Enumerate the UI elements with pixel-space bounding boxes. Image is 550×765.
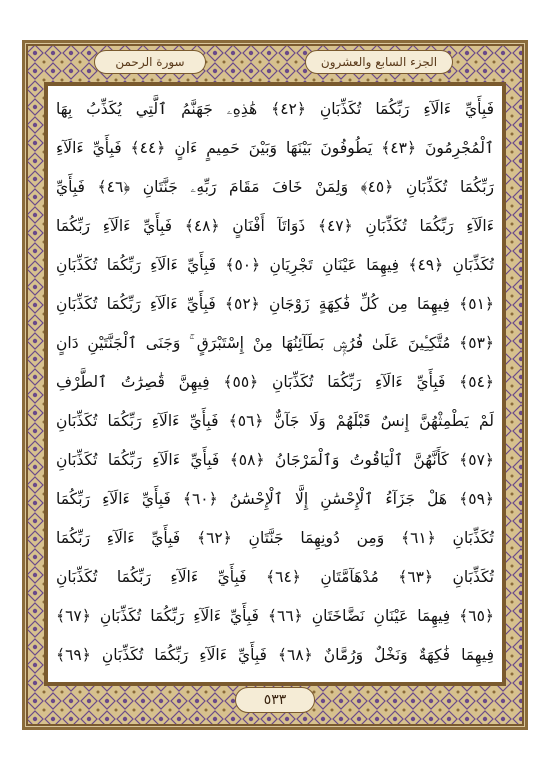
text-line: ءَالَآءِ رَبِّكُمَا تُكَذِّبَانِ ﴿٤٧﴾ ذَوَاتَآ أَفْنَانٍ ﴿٤٨﴾ فَبِأَيِّ ءَالَآءِ رَبِّكُمَا — [56, 217, 494, 235]
text-line: ٱلْمُجْرِمُونَ ﴿٤٣﴾ يَطُوفُونَ بَيْنَهَا وَبَيْنَ حَمِيمٍ ءَانٍ ﴿٤٤﴾ فَبِأَيِّ ءَالَآءِ — [56, 139, 494, 157]
verse-text-area — [56, 90, 494, 680]
text-line: تُكَذِّبَانِ ﴿٦١﴾ وَمِن دُونِهِمَا جَنَّتَانِ ﴿٦٢﴾ فَبِأَيِّ ءَالَآءِ رَبِّكُمَا — [56, 529, 494, 547]
page-number: ٥٣٣ — [263, 692, 287, 708]
text-line: ﴿٥٤﴾ فَبِأَيِّ ءَالَآءِ رَبِّكُمَا تُكَذِّبَانِ ﴿٥٥﴾ فِيهِنَّ قَٰصِرَٰتُ ٱلطَّرْفِ — [56, 373, 494, 391]
surah-label: سورة الرحمن — [115, 55, 185, 69]
juz-label: الجزء السابع والعشرون — [320, 55, 438, 69]
text-line: ﴿٥٣﴾ مُتَّكِـِٔينَ عَلَىٰ فُرُشٍۭ بَطَآئِنُهَا مِنْ إِسْتَبْرَقٍ ۚ وَجَنَى ٱلْجَنَّتَيْنِ دَانٍ — [56, 334, 494, 352]
text-line: رَبِّكُمَا تُكَذِّبَانِ ﴿٤٥﴾ وَلِمَنْ خَافَ مَقَامَ رَبِّهِۦ جَنَّتَانِ ﴿٤٦﴾ فَبِأَيِّ — [56, 178, 494, 196]
surah-cartouche — [94, 50, 206, 74]
page-number-cartouche — [235, 687, 315, 713]
text-line: فِيهِمَا فَٰكِهَةٌ وَنَخْلٌ وَرُمَّانٌ ﴿٦٨﴾ فَبِأَيِّ ءَالَآءِ رَبِّكُمَا تُكَذِّبَانِ ﴿٦٩﴾ — [56, 646, 494, 664]
text-line: ﴿٥٩﴾ هَلْ جَزَآءُ ٱلْإِحْسَٰنِ إِلَّا ٱلْإِحْسَٰنُ ﴿٦٠﴾ فَبِأَيِّ ءَالَآءِ رَبِّكُمَا — [56, 490, 494, 508]
text-line: ﴿٥٧﴾ كَأَنَّهُنَّ ٱلْيَاقُوتُ وَٱلْمَرْجَانُ ﴿٥٨﴾ فَبِأَيِّ ءَالَآءِ رَبِّكُمَا تُكَذِّبَانِ — [56, 451, 494, 469]
text-line: لَمْ يَطْمِثْهُنَّ إِنسٌ قَبْلَهُمْ وَلَا جَآنٌّ ﴿٥٦﴾ فَبِأَيِّ ءَالَآءِ رَبِّكُمَا تُكَذِّبَانِ — [56, 412, 494, 430]
juz-cartouche — [305, 50, 453, 74]
text-line: فَبِأَيِّ ءَالَآءِ رَبِّكُمَا تُكَذِّبَانِ ﴿٤٢﴾ هَٰذِهِۦ جَهَنَّمُ ٱلَّتِي يُكَذِّبُ بِهَا — [56, 100, 494, 118]
text-line: تُكَذِّبَانِ ﴿٤٩﴾ فِيهِمَا عَيْنَانِ تَجْرِيَانِ ﴿٥٠﴾ فَبِأَيِّ ءَالَآءِ رَبِّكُمَا تُكَذِّبَانِ — [56, 256, 494, 274]
text-line: تُكَذِّبَانِ ﴿٦٣﴾ مُدْهَآمَّتَانِ ﴿٦٤﴾ فَبِأَيِّ ءَالَآءِ رَبِّكُمَا تُكَذِّبَانِ — [56, 568, 494, 586]
text-line: ﴿٥١﴾ فِيهِمَا مِن كُلِّ فَٰكِهَةٍ زَوْجَانِ ﴿٥٢﴾ فَبِأَيِّ ءَالَآءِ رَبِّكُمَا تُكَذِّبَانِ — [56, 295, 494, 313]
text-line: ﴿٦٥﴾ فِيهِمَا عَيْنَانِ نَضَّاخَتَانِ ﴿٦٦﴾ فَبِأَيِّ ءَالَآءِ رَبِّكُمَا تُكَذِّبَانِ ﴿٦٧﴾ — [56, 607, 494, 625]
